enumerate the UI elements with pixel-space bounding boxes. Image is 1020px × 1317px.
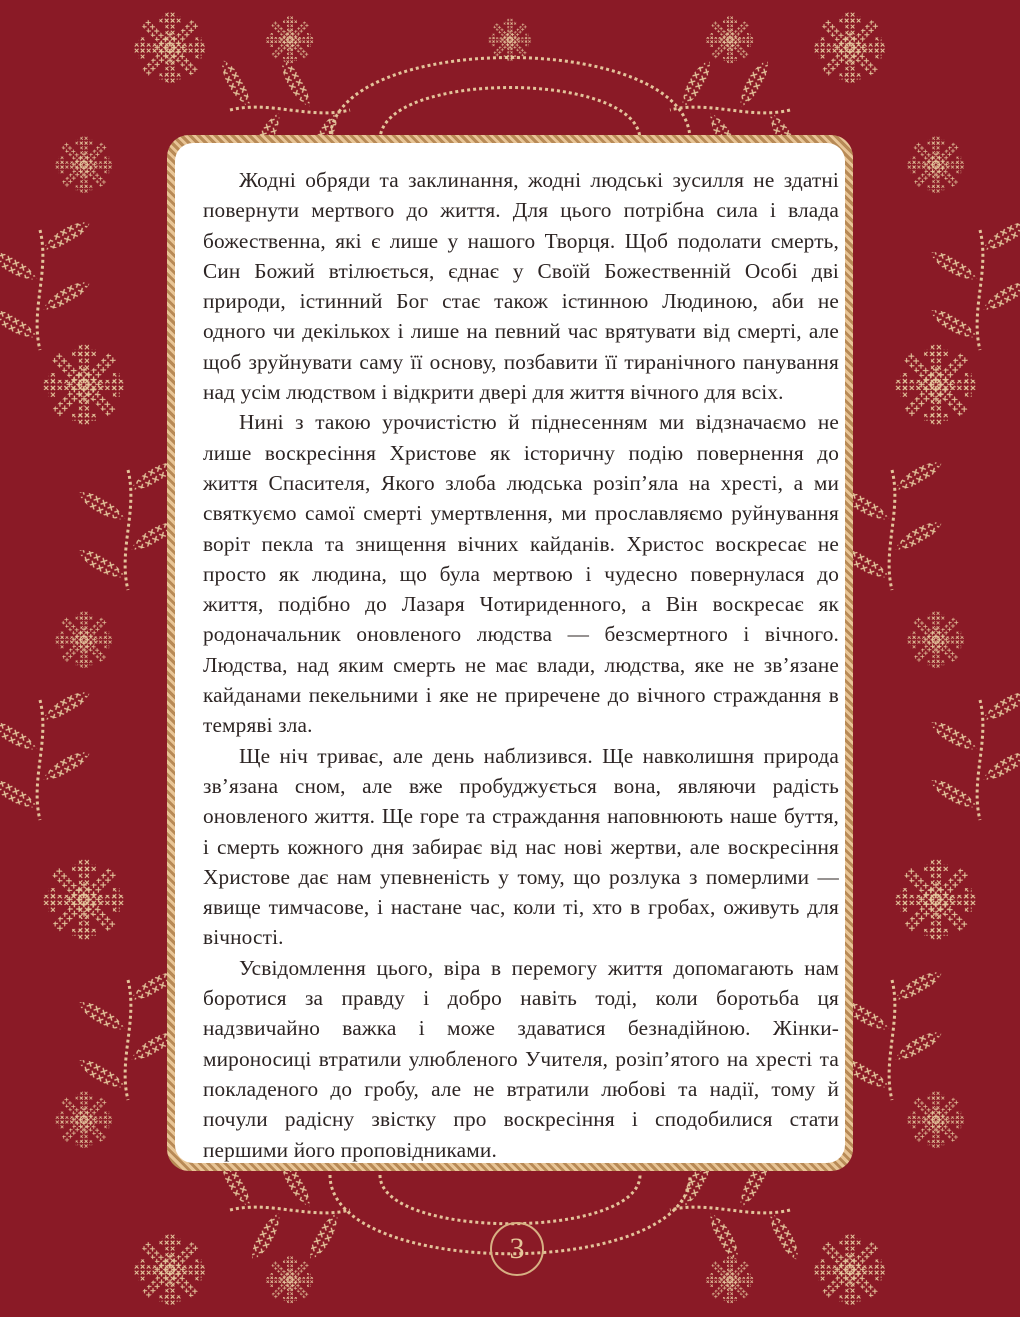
- paragraph-1: Жодні обряди та заклинання, жодні людські зусилля не здатні повернути мертвого до життя. Для цього потрібна сила і влада божественна, які є лише у нашого Творця. Щоб подолати смерть, Син Божий втілюється, єднає у Своїй Божественній Особі дві природи, істинний Бог стає також істинною Людиною, аби не одного чи декількох і лише на певний час врятувати від смерті, але щоб зруйнувати саму її основу, позбавити її тиранічного панування над усім людством і відкрити двері для життя вічного для всіх.: [203, 168, 839, 405]
- paragraph-4: Усвідомлення цього, віра в перемогу життя допомагають нам боротися за правду і добро навіть тоді, коли боротьба ця надзвичайно важка і може здаватися безнадійною. Жінки-мироносиці втратили улюбленого Учителя, розіп’ятого на хресті та покладеного до гробу, але не втратили любові та надії, тому й почули радісну звістку про воскресіння і сподобилися стати першими його проповідниками.: [203, 955, 839, 1162]
- paragraph-3: Ще ніч триває, але день наблизився. Ще навколишня природа зв’язана сном, але вже пробуджується вона, являючи радість оновленого життя. Ще горе та страждання наповнюють наше буття, і смерть кожного дня забирає від нас нові жертви, але воскресіння Христове дає нам упевненість у тому, що розлука з померлими — явище тимчасове, і настане час, коли ті, хто в гробах, оживуть для вічності.: [203, 743, 839, 950]
- page-number: 3: [490, 1222, 544, 1276]
- body-text: [203, 165, 839, 1165]
- paragraph-2: Нині з такою урочистістю й піднесенням ми відзначаємо не лише воскресіння Христове як історичну подію повернення до життя Спасителя, Якого злоба людська розіп’яла на хресті, а ми святкуємо самої смерті умертвлення, ми прославляємо руйнування воріт пекла та знищення вічних кайданів. Христос воскресає не просто як людина, що була мертвою і чудесно повернулася до життя, подібно до Лазаря Чотириденного, а Він воскресає як родоначальник оновленого людства — безсмертного і вічного. Людства, над яким смерть не має влади, людства, яке не зв’язане кайданами пекельними і яке не приречене до вічного страждання в темряві зла.: [203, 410, 839, 738]
